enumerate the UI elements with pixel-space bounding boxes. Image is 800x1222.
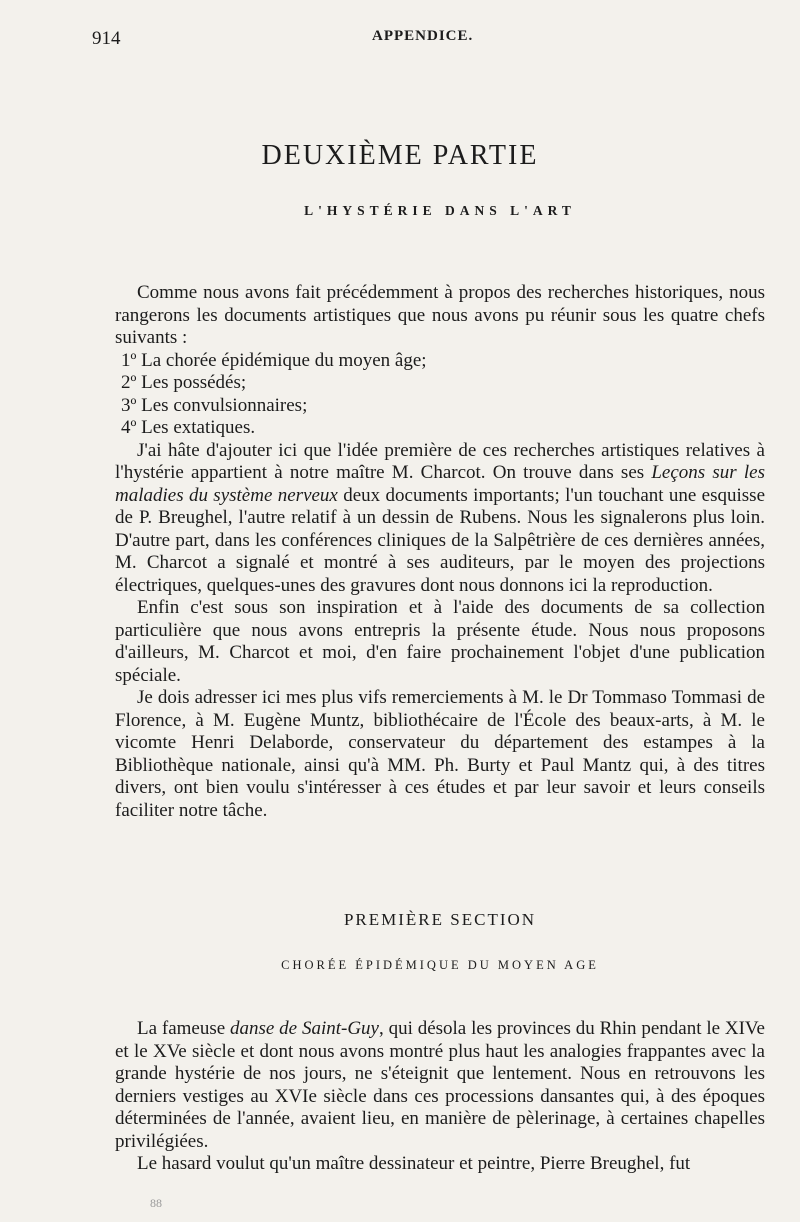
text-run: deux documents importants; l'un touchant une esquisse de P. Breughel, l'autre relatif à un dessin de Rubens. Nous les signalerons plus loin. D'autre part, dans les conférences cliniques de la Salpêtrière de ces dernières années, M. Charcot a signalé et montré à ses auditeurs, par le moyen des projections électriques, quelques-unes des gravures dont nous donnons ici la reproduction. (115, 484, 765, 596)
list-item: 4º Les extatiques. (121, 417, 256, 438)
list-item: 1º La chorée épidémique du moyen âge; (121, 349, 427, 371)
section-title: PREMIÈRE SECTION (343, 910, 537, 929)
text-run: La fameuse (137, 1018, 231, 1039)
running-head (92, 22, 770, 52)
part-subtitle: L'HYSTÉRIE DANS L'ART (304, 203, 576, 218)
running-title: APPENDICE. (372, 28, 474, 44)
text-run: J'ai hâte d'ajouter ici que l'idée première de ces recherches artistiques relatives à l'hystérie appartient à notre maître M. Charcot. On trouve dans ses (115, 439, 765, 483)
list-item: 2º Les possédés; (121, 372, 247, 393)
intro-text (115, 282, 765, 822)
intro-paragraph-1: Comme nous avons fait précédemment à propos des recherches historiques, nous rangerons les documents artistiques que nous avons pu réunir sous les quatre chefs suivants : (115, 282, 765, 348)
section-paragraph-1 (115, 1018, 765, 1153)
signature-mark: 88 (150, 1196, 162, 1210)
emphasis: danse de Saint-Guy (230, 1018, 379, 1039)
page-number: 914 (92, 28, 121, 49)
intro-paragraph-4: Je dois adresser ici mes plus vifs remerciements à M. le Dr Tommaso Tommasi de Florence, à M. Eugène Muntz, bibliothécaire de l'École des beaux-arts, à M. le vicomte Henri Delaborde, conservateur du département des estampes à la Bibliothèque nationale, ainsi qu'à MM. Ph. Burty et Paul Mantz qui, à des titres divers, ont bien voulu s'intéresser à ces études et par leur savoir et leurs conseils faciliter notre tâche. (115, 687, 765, 821)
section-subtitle: CHORÉE ÉPIDÉMIQUE DU MOYEN AGE (281, 958, 599, 972)
book-title: Leçons sur les maladies du système nerveux (115, 462, 765, 506)
text-run: , qui désola les provinces du Rhin pendant le XIVe et le XVe siècle et dont nous avons montré plus haut les analogies frappantes avec la grande hystérie de nos jours, ne s'éteignit que lentement. Nous en retrouvons les derniers vestiges au XVIe siècle dans ces processions dansantes qui, à des époques déterminées de l'année, avaient lieu, en manière de pèlerinage, à certaines chapelles privilégiées. (115, 1018, 765, 1152)
part-title: DEUXIÈME PARTIE (261, 140, 539, 171)
intro-paragraph-2 (115, 440, 765, 598)
list-item: 3º Les convulsionnaires; (121, 394, 308, 416)
section-paragraph-2: Le hasard voulut qu'un maître dessinateur et peintre, Pierre Breughel, fut (137, 1153, 691, 1174)
section-text (115, 1018, 765, 1176)
intro-paragraph-3: Enfin c'est sous son inspiration et à l'aide des documents de sa collection particulière que nous avons entrepris la présente étude. Nous nous proposons d'ailleurs, M. Charcot et moi, d'en faire prochainement l'objet d'une publication spéciale. (115, 597, 765, 686)
